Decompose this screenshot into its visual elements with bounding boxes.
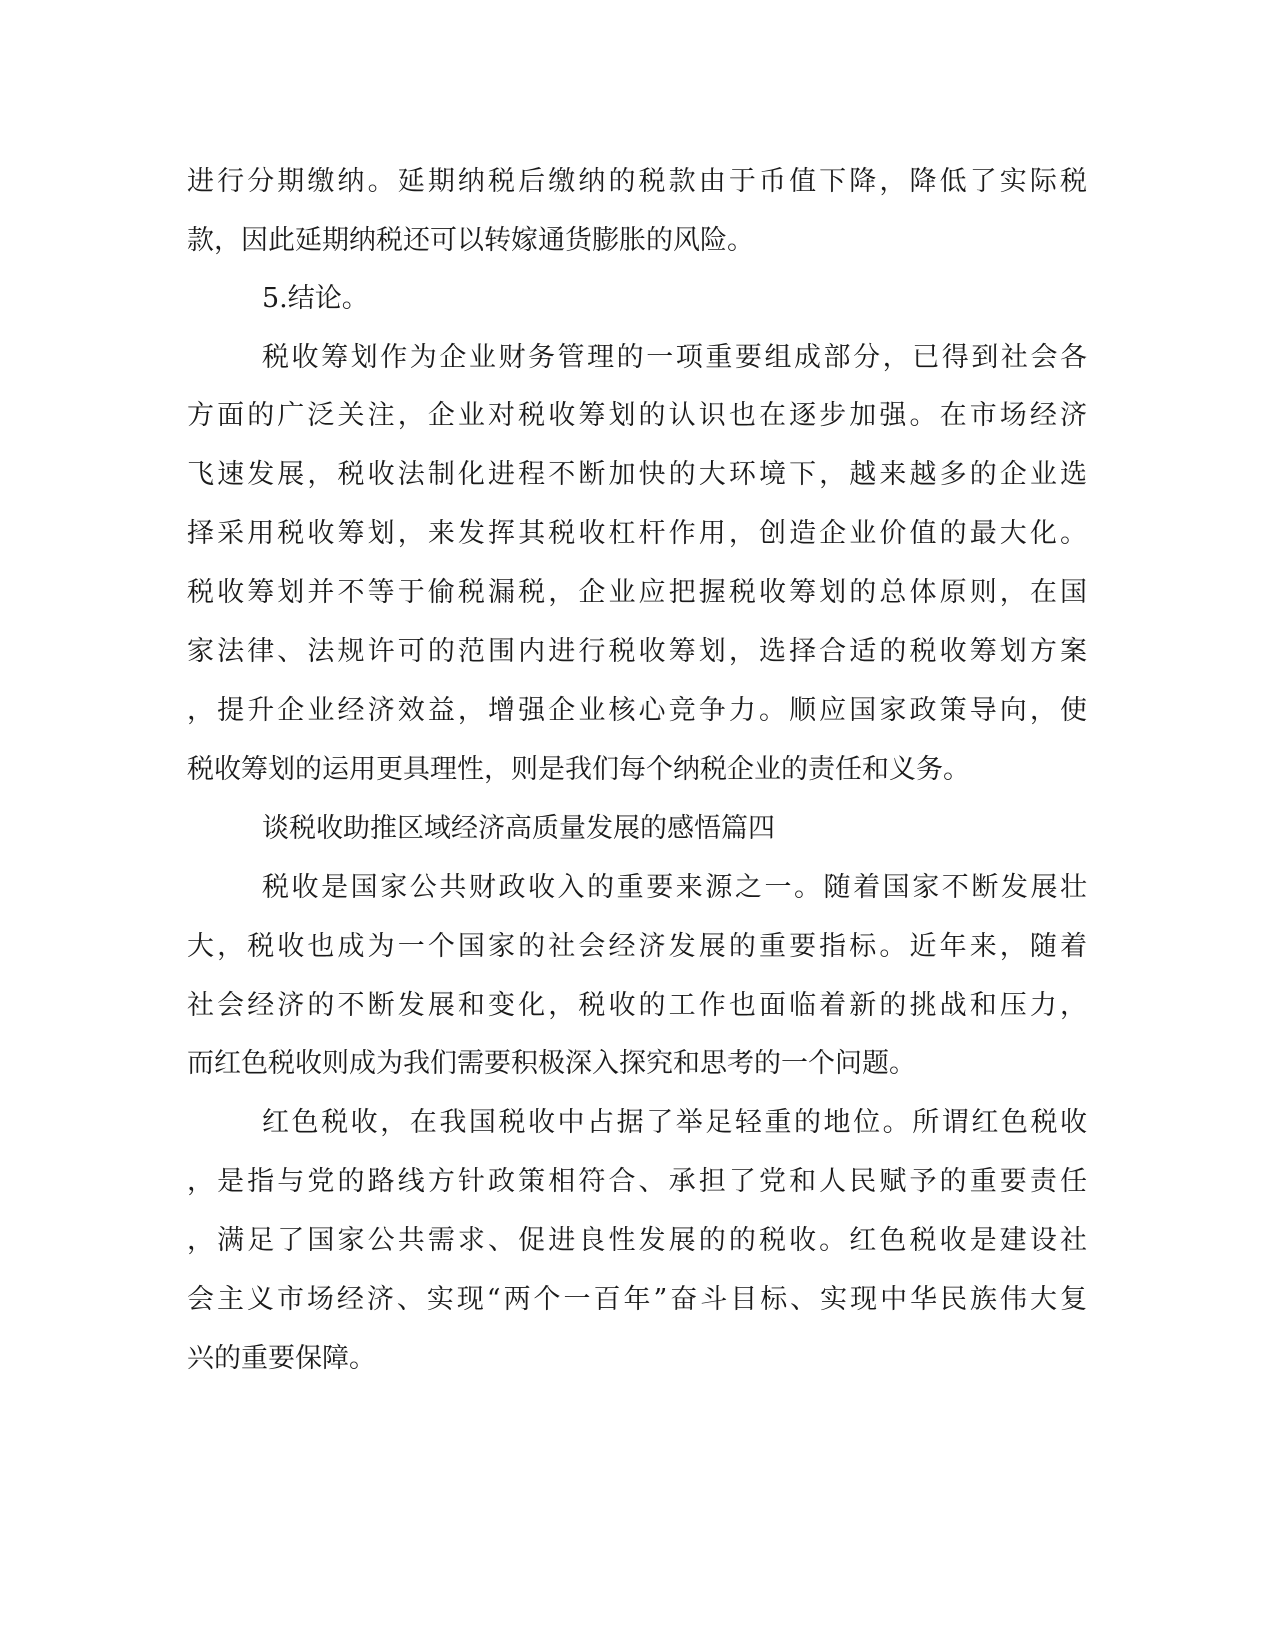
- paragraph-line: 会主义市场经济、实现“两个一百年”奋斗目标、实现中华民族伟大复: [187, 1284, 1087, 1315]
- paragraph-line: 而红色税收则成为我们需要积极深入探究和思考的一个问题。: [187, 1048, 916, 1079]
- paragraph-line: ，满足了国家公共需求、促进良性发展的的税收。红色税收是建设社: [187, 1225, 1087, 1256]
- paragraph-line: 税收是国家公共财政收入的重要来源之一。随着国家不断发展壮: [262, 872, 1087, 903]
- paragraph-line: 方面的广泛关注，企业对税收筹划的认识也在逐步加强。在市场经济: [187, 400, 1087, 431]
- section-heading: 5.结论。: [262, 283, 369, 314]
- paragraph-line: ，是指与党的路线方针政策相符合、承担了党和人民赋予的重要责任: [187, 1166, 1087, 1197]
- paragraph-line: 进行分期缴纳。延期纳税后缴纳的税款由于币值下降，降低了实际税: [187, 166, 1087, 197]
- paragraph-line: 税收筹划的运用更具理性，则是我们每个纳税企业的责任和义务。: [187, 754, 970, 785]
- paragraph-line: 择采用税收筹划，来发挥其税收杠杆作用，创造企业价值的最大化。: [187, 518, 1087, 549]
- paragraph-line: 兴的重要保障。: [187, 1343, 376, 1374]
- paragraph-line: 家法律、法规许可的范围内进行税收筹划，选择合适的税收筹划方案: [187, 636, 1087, 667]
- paragraph-line: 大，税收也成为一个国家的社会经济发展的重要指标。近年来，随着: [187, 931, 1087, 962]
- paragraph-line: 款，因此延期纳税还可以转嫁通货膨胀的风险。: [187, 225, 754, 256]
- paragraph-line: 飞速发展，税收法制化进程不断加快的大环境下，越来越多的企业选: [187, 459, 1087, 490]
- paragraph-line: 税收筹划作为企业财务管理的一项重要组成部分，已得到社会各: [262, 342, 1087, 373]
- paragraph-line: 红色税收，在我国税收中占据了举足轻重的地位。所谓红色税收: [262, 1107, 1087, 1138]
- paragraph-line: 税收筹划并不等于偷税漏税，企业应把握税收筹划的总体原则，在国: [187, 577, 1087, 608]
- article-title: 谈税收助推区域经济高质量发展的感悟篇四: [262, 813, 775, 844]
- paragraph-line: ，提升企业经济效益，增强企业核心竞争力。顺应国家政策导向，使: [187, 695, 1087, 726]
- paragraph-line: 社会经济的不断发展和变化，税收的工作也面临着新的挑战和压力，: [187, 990, 1087, 1021]
